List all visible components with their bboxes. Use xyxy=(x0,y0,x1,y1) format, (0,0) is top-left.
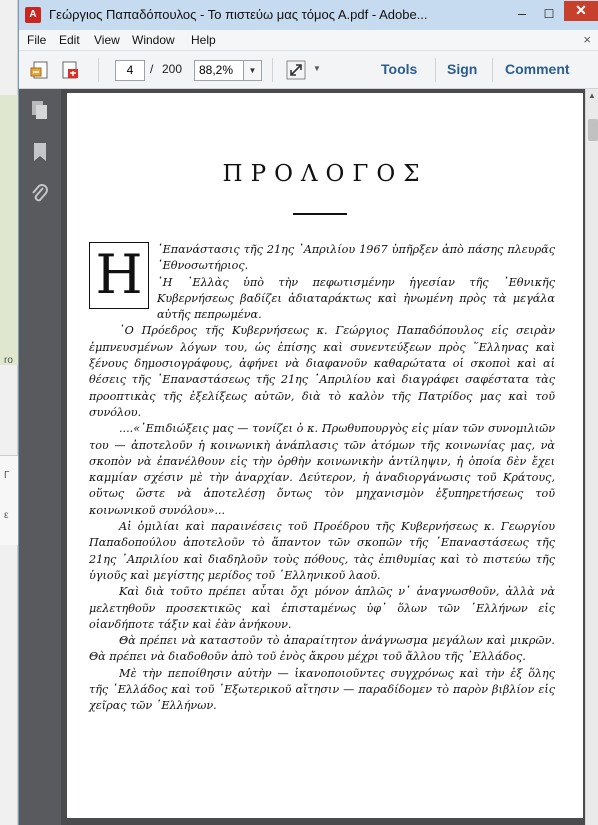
fit-page-icon[interactable] xyxy=(285,59,307,81)
page-number-input[interactable]: 4 xyxy=(115,60,145,81)
toolbar-separator xyxy=(492,58,493,82)
vertical-scrollbar[interactable] xyxy=(585,89,598,825)
background-panel-lower xyxy=(0,455,18,545)
menu-edit[interactable]: Edit xyxy=(59,33,80,47)
paragraph: Θὰ πρέπει νὰ καταστοῦν τὸ ἀπαραίτητον ἀνάγνωσμα μεγάλων καὶ μικρῶν. Θὰ πρέπει νὰ διαδοθοῦν ἀπὸ τοῦ ἑνὸς ἄκρου μέχρι τοῦ ἄλλου τῆς ῾Ελλάδος. xyxy=(89,634,555,664)
navigation-pane xyxy=(19,89,61,825)
paragraph: Μὲ τὴν πεποίθησιν αὐτὴν — ἱκανοποιοῦντες συγχρόνως καὶ τὴν ἐξ ὅλης τῆς ῾Ελλάδος καὶ τοῦ ᾿Εξωτερικοῦ αἴτησιν — παραδίδομεν τὸ παρὸν βιβλίον εἰς χεῖρας τῶν ῾Ελλήνων. xyxy=(89,666,555,713)
background-app-strip xyxy=(0,0,18,825)
toolbar-separator xyxy=(435,58,436,82)
paragraph: Αἱ ὁμιλίαι καὶ παραινέσεις τοῦ Προέδρου τῆς Κυβερνήσεως κ. Γεωργίου Παπαδοπούλου ἀποτελοῦν τὸ ἅπαντον τῶν σκοπῶν τῆς ᾿Επαναστάσεως τῆς 21ης ᾿Απριλίου καὶ διαδηλοῦν τοὺς πόθους, τὰς ἐπιθυμίας καὶ τὸ πιστεύω τῆς ὑγιοῦς καὶ μεγίστης μερίδος τοῦ ῾Ελληνικοῦ λαοῦ. xyxy=(89,520,555,582)
acrobat-window xyxy=(18,0,598,825)
menu-window[interactable]: Window xyxy=(132,33,175,47)
bookmarks-icon[interactable] xyxy=(30,141,50,163)
sign-button[interactable]: Sign xyxy=(447,61,478,77)
paragraph: Καὶ διὰ τοῦτο πρέπει αὗται ὄχι μόνον ἁπλῶς ν᾿ ἀναγνωσθοῦν, ἀλλὰ νὰ μελετηθοῦν προσεκτικῶς καὶ ἐπισταμένως ὑφ᾿ ὅλων τῶν ῾Ελλήνων εἰς οἱανδήποτε τάξιν καὶ ἐὰν ἀνήκουν. xyxy=(89,585,555,631)
menu-file[interactable]: File xyxy=(27,33,47,47)
menu-help[interactable]: Help xyxy=(191,33,216,47)
page-thumbnails-icon[interactable] xyxy=(30,99,50,121)
document-area xyxy=(61,89,585,825)
background-panel xyxy=(0,95,18,365)
page-body xyxy=(89,242,555,715)
page-heading: ΠΡΟΛΟΓΟΣ xyxy=(222,161,428,187)
zoom-dropdown-icon[interactable]: ▼ xyxy=(244,60,262,81)
page-separator: / xyxy=(150,62,154,76)
comment-button[interactable]: Comment xyxy=(505,61,570,77)
toolbar-separator xyxy=(272,58,273,82)
paragraph: ῾Ο Πρόεδρος τῆς Κυβερνήσεως κ. Γεώργιος Παπαδόπουλος εἰς σειρὰν ἐμπνευσμένων λόγων του, ὡς ἐπίσης καὶ συνεντεύξεων πρὸς ῞Ελληνας καὶ ξένους δημοσιογράφους, ἀφήνει νὰ διαφανοῦν καθαρώτατα οἱ σκοποὶ καὶ αἱ θέσεις τῆς ᾿Επαναστάσεως τῆς 21ης ᾿Απριλίου καὶ διαγράφει σαφέστατα τὰς προοπτικὰς τῆς ἐξελίξεως αὐτῶν, διὰ τὸ καλὸν τῆς Πατρίδος μας καὶ τοῦ συνόλου. xyxy=(89,324,555,419)
close-document-icon[interactable]: × xyxy=(583,32,591,47)
window-title: Γεώργιος Παπαδόπουλος - Το πιστεύω μας τόμος Α.pdf - Adobe... xyxy=(49,7,428,22)
paragraph: ᾿Επανάστασις τῆς 21ης ᾿Απριλίου 1967 ὑπῆρξεν ἀπὸ πάσης πλευρᾶς ᾿Εθνοσωτήριος. xyxy=(157,243,555,273)
paragraph: ῾Η ῾Ελλὰς ὑπὸ τὴν πεφωτισμένην ἡγεσίαν τῆς ᾿Εθνικῆς Κυβερνήσεως βαδίζει ἀδιαταράκτως καὶ ἡνωμένη πρὸς τὰ μεγάλα αὐτῆς πεπρωμένα. xyxy=(157,275,555,322)
page-total: 200 xyxy=(162,62,183,76)
scrollbar-thumb[interactable] xyxy=(588,119,598,141)
tools-button[interactable]: Tools xyxy=(381,61,418,77)
menu-bar xyxy=(19,30,598,51)
create-pdf-icon[interactable] xyxy=(29,59,51,81)
title-bar xyxy=(19,0,598,30)
heading-rule xyxy=(293,213,347,215)
fit-dropdown-icon[interactable]: ▼ xyxy=(313,64,321,73)
background-text: ε xyxy=(4,510,9,521)
export-pdf-icon[interactable] xyxy=(59,59,81,81)
minimize-button[interactable]: – xyxy=(518,5,526,21)
pdf-icon: A xyxy=(25,7,41,23)
attachments-icon[interactable] xyxy=(30,183,50,205)
maximize-button[interactable]: ☐ xyxy=(543,7,555,21)
toolbar-separator xyxy=(98,58,99,82)
pdf-page xyxy=(67,93,583,818)
paragraph: ....«᾿Επιδιώξεις μας — τονίζει ὁ κ. Πρωθυπουργὸς εἰς μίαν τῶν συνομιλιῶν του — ἀποτελοῦν ἡ κοινωνικὴ ἀνάπλασις τῶν ἀτόμων τῆς κοινωνίας μας, νὰ σκοπὸν νὰ ἐπανέλθουν εἰς τὴν ὀρθὴν κοινωνικὴν ἀντίληψιν, ἡ ὁποία δὲν ἔχει καμμίαν σχέσιν μὲ τὴν ἀναρχίαν. Δεύτερον, ἡ ἀναδιοργάνωσις τοῦ Κράτους, οὕτως ὥστε νὰ ἀποτελέσῃ ὄντως τὸν μηχανισμὸν ἐξυπηρετήσεως τοῦ κοινωνικοῦ συνόλου»... xyxy=(89,422,555,517)
toolbar xyxy=(19,51,598,89)
background-text: Γ xyxy=(4,470,10,481)
scroll-up-icon[interactable]: ▲ xyxy=(588,91,596,100)
menu-view[interactable]: View xyxy=(94,33,120,47)
background-text: ro xyxy=(4,355,13,366)
zoom-input[interactable]: 88,2% xyxy=(194,60,244,81)
close-button[interactable]: ✕ xyxy=(564,1,598,21)
drop-cap: Η xyxy=(89,242,149,309)
